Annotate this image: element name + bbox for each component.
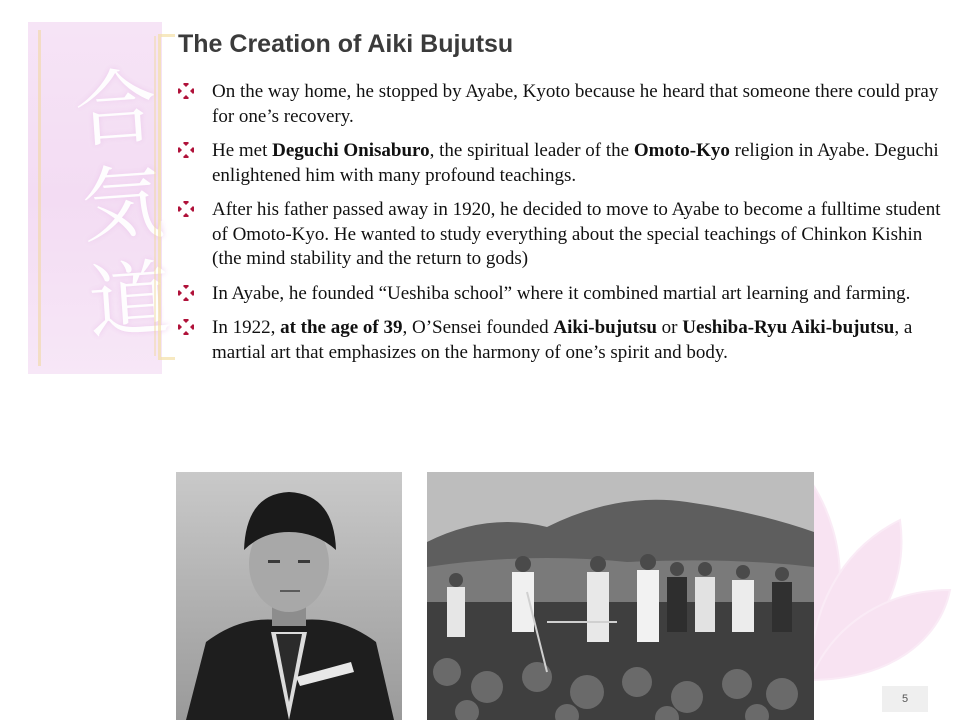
bullet-text: or bbox=[656, 317, 683, 338]
bullet-list bbox=[178, 80, 950, 375]
diamond-bullet-icon bbox=[178, 142, 194, 158]
decorative-bracket bbox=[158, 34, 175, 360]
bullet-item bbox=[178, 198, 950, 272]
diamond-bullet-icon bbox=[178, 201, 194, 217]
bullet-item bbox=[178, 282, 950, 307]
bullet-text: In 1922, bbox=[212, 317, 281, 338]
diamond-bullet-icon bbox=[178, 83, 194, 99]
diamond-bullet-icon bbox=[178, 285, 194, 301]
bold-text: Aiki-bujutsu bbox=[553, 317, 657, 338]
bullet-text: religion in Ayabe. Deguchi enlightened him with many profound teachings. bbox=[212, 140, 939, 186]
bold-text: Omoto-Kyo bbox=[633, 140, 730, 161]
page-number: 5 bbox=[882, 686, 928, 712]
bullet-text: In Ayabe, he founded “Ueshiba school” where it combined martial art learning and farming. bbox=[212, 282, 911, 304]
bullet-text: On the way home, he stopped by Ayabe, Kyoto because he heard that someone there could pray for one’s recovery. bbox=[212, 81, 939, 127]
diamond-bullet-icon bbox=[178, 319, 194, 335]
bullet-item bbox=[178, 80, 950, 129]
bold-text: at the age of 39 bbox=[280, 317, 403, 338]
bullet-text: , a martial art that emphasizes on the harmony of one’s spirit and body. bbox=[212, 317, 913, 363]
bullet-text: He met bbox=[212, 140, 273, 161]
bullet-text: , the spiritual leader of the bbox=[429, 140, 634, 161]
bullet-item bbox=[178, 139, 950, 188]
bold-text: Ueshiba-Ryu Aiki-bujutsu bbox=[682, 317, 895, 338]
slide-title: The Creation of Aiki Bujutsu bbox=[178, 30, 514, 58]
bullet-item bbox=[178, 316, 950, 365]
bullet-text: After his father passed away in 1920, he decided to move to Ayabe to become a fulltime student of Omoto-Kyo. He wanted to study everything about the special teachings of Chinkon Kishin (the mind stability and the return to gods) bbox=[212, 199, 941, 269]
group-farming-photo bbox=[427, 472, 814, 720]
calligraphy-banner bbox=[28, 22, 174, 374]
bullet-text: , O’Sensei founded bbox=[402, 317, 554, 338]
portrait-photo bbox=[176, 472, 402, 720]
aikido-calligraphy: 合 気 道 bbox=[72, 59, 174, 352]
bold-text: Deguchi Onisaburo bbox=[272, 140, 430, 161]
